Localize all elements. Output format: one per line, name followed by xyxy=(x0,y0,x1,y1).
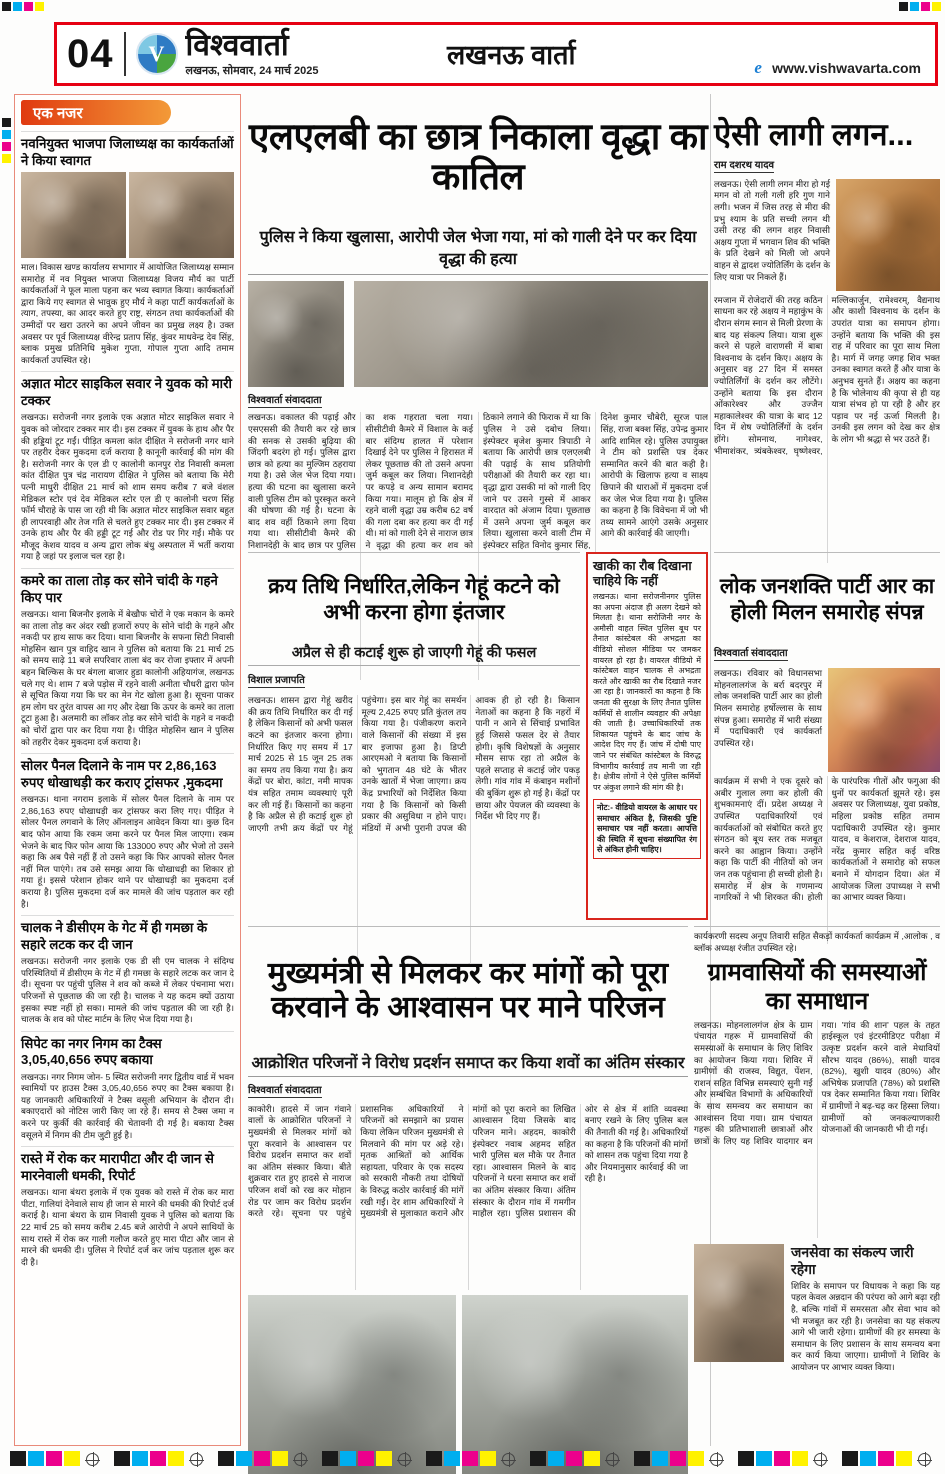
paper-name: विश्ववार्ता xyxy=(185,29,289,63)
byline: विशाल प्रजापति xyxy=(248,672,305,688)
press-corner-marks-right xyxy=(899,2,941,11)
article-body: लखनऊ। मोहनलालगंज क्षेत्र के ग्राम पंचायत गहरू में ग्रामवासियों की समस्याओं के समाधान के लिए शिविर का आयोजन किया गया। शिविर में ग्रामीणों की राजस्व, विद्युत, पेंशन, राशन सहित विभिन्न समस्याएं सुनी गईं और सम्बंधित विभागों के अधिकारियों के साथ समन्वय कर समाधान का आश्वासन दिया गया। ग्राम पंचायत गहरू की प्रतिभाशाली छात्राओं और छात्रों के लिए यह शिविर यादगार बन गया। 'गांव की शान' पहल के तहत हाईस्कूल एवं इंटरमीडिएट परीक्षा में उत्कृष्ट प्रदर्शन करने वाले मेधावियों सौरभ यादव (86%), साक्षी यादव (82%), खुशी यादव (80%) और अभिषेक प्रजापति (78%) को प्रशस्ति पत्र देकर सम्मानित किया गया। शिविर में ग्रामीणों ने बढ़-चढ़ कर हिस्सा लिया। ग्रामीणों को जनकल्याणकारी योजनाओं की जानकारी भी दी गई। xyxy=(694,1019,940,1146)
item-headline: रास्ते में रोक कर मारापीटा और दी जान से मारनेवाली धमकी, रिपोर्ट xyxy=(21,1151,214,1183)
article-body: लखनऊ। शासन द्वारा गेहूं खरीद की क्रय तिथि निर्धारित कर दी गई है लेकिन किसानों को अभी फसल कटने का इंतजार करना होगा। निर्धारित किए गए समय में 17 मार्च 2025 से 15 जून 25 तक का समय तय किया गया है। क्रय केंद्रों पर बोरा, कांटा, नमी मापक यंत्र सहित तमाम व्यवस्थाएं पूरी कर ली गई हैं। किसानों का कहना है कि अप्रैल से ही कटाई शुरू हो जाएगी तभी क्रय केंद्रों पर गेहूं पहुंचेगा। इस बार गेहूं का समर्थन मूल्य 2,425 रुपए प्रति कुंतल तय किया गया है। पंजीकरण कराने वाले किसानों की संख्या में इस बार इजाफा हुआ है। डिप्टी आरएमओ ने बताया कि किसानों को भुगतान 48 घंटे के भीतर उनके खातों में भेजा जाएगा। क्रय केंद्र प्रभारियों को निर्देशित किया गया है कि किसानों को किसी प्रकार की असुविधा न होने पाए। मंडियों में अभी पुरानी उपज की आवक ही हो रही है। किसान नेताओं का कहना है कि नहरों में पानी न आने से सिंचाई प्रभावित हुई जिससे फसल देर से तैयार होगी। कृषि विशेषज्ञों के अनुसार मौसम साफ रहा तो अप्रैल के पहले सप्ताह से कटाई जोर पकड़ लेगी। गांव गांव में कंबाइन मशीनों की बुकिंग शुरू हो गई है। केंद्रों पर छाया और पेयजल की व्यवस्था के निर्देश भी दिए गए हैं। xyxy=(248,695,580,833)
byline: विश्ववार्ता संवाददाता xyxy=(248,1082,322,1098)
item-body: लखनऊ। सरोजनी नगर इलाके एक अज्ञात मोटर साइकिल सवार ने युवक को जोरदार टक्कर मार दी। इस टक्कर में युवक के हाथ और पैर की हड्डियां टूट गईं। पीड़ित कमला कांत दीक्षित ने सरोजनी नगर थाने पर तहरीर देकर मुकदमा दर्ज कराया है कानूनी कार्रवाई की मांग की है। सरोजनी नगर के एल डी ए कालोनी कानपुर रोड निवासी कमला कांत दीक्षित पुत्र चंद्र नारायण दीक्षित ने पुलिस को बताया कि मेरी पत्नी माधुरी दीक्षित 21 मार्च को शाम समय करीब 7 बजे वंशल मेडिकल स्टोर एवं देव मेडिकल स्टोर एल डी ए कालोनी चरण सिंह फॉर्म चौराहे के पास जा रही थी कि अज्ञात मोटर साइकिल सवार बहुत ही लापरवाही और तेज गति से चलते हुए टक्कर मार दी। इस टक्कर में उनके हाथ और पैर की हड्डी टूट गई और रोड पर गिर गईं। मौके पर मौजूद केशव यादव व अन्य द्वारा लोक बंधु अस्पताल में भर्ती कराया गया है जहां पर इलाज चल रहा है। xyxy=(21,412,234,562)
byline: विश्ववार्ता संवाददाता xyxy=(714,645,788,661)
article-cm-assurance xyxy=(248,926,688,1448)
item-headline: चालक ने डीसीएम के गेट में ही गमछा के सहारे लटक कर दी जान xyxy=(21,920,208,952)
news-item-solar-fraud xyxy=(21,753,234,910)
news-item-bjp-welcome xyxy=(21,131,234,366)
article-body: रमजान में रोजेदारों की तरह कठिन साधना कर रहे अक्षय ने महाकुंभ के दौरान संगम स्नान से मिली प्रेरणा के बाद यह संकल्प लिया। यात्रा शुरू करने से पहले वाराणसी में बाबा विश्वनाथ के दर्शन किए। अक्षय के अनुसार वह 27 दिन में समस्त ज्योतिर्लिंगों के दर्शन कर लौटेंगे। उन्होंने बताया कि इस दौरान ओंकारेश्वर और उज्जैन महाकालेश्वर की यात्रा के बाद 12 दिन में शेष ज्योतिर्लिंगों के दर्शन होंगे। सोमनाथ, नागेश्वर, भीमाशंकर, त्र्यंबकेश्वर, घृष्णेश्वर, मल्लिकार्जुन, रामेश्वरम्, वैद्यनाथ और काशी विश्वनाथ के दर्शन के उपरांत यात्रा का समापन होगा। उन्होंने बताया कि भक्ति की इस राह में परिवार का पूरा साथ मिला है। मार्ग में जगह जगह शिव भक्त उनका स्वागत करते हैं और यात्रा के अनुभव सुनते हैं। अक्षय का कहना है कि भोलेनाथ की कृपा से ही यह यात्रा संभव हो पा रही है और हर पड़ाव पर नई ऊर्जा मिलती है। उनकी इस लगन को देख कर क्षेत्र के लोग भी श्रद्धा से भर उठते हैं। xyxy=(714,294,940,456)
box-khaki-ka-raub xyxy=(586,552,708,920)
news-item-theft xyxy=(21,568,234,748)
item-body: लखनऊ। थाना बंथरा इलाके में एक युवक को रास्ते में रोक कर मारा पीटा, गालियां देनेवाले साथ ही जान से मारने की धमकी की रिपोर्ट दर्ज कराई है। थाना बंथरा के ग्राम निवासी युवक ने पुलिस को बताया कि 22 मार्च 25 को समय करीब 2.45 बजे आरोपी ने अपने साथियों के साथ रास्ते में रोक कर गाली गलौज करते हुए मारा पीटा और जान से मारने की धमकी दी। पुलिस ने रिपोर्ट दर्ज कर जांच पड़ताल शुरू कर दी है। xyxy=(21,1187,234,1267)
one-look-badge: एक नजर xyxy=(21,100,171,125)
masthead-divider xyxy=(124,32,126,76)
item-body: माल। विकास खण्ड कार्यालय सभागार में आयोजित जिलाध्यक्ष सम्मान समारोह में नव नियुक्त भाजपा जिलाध्यक्ष विजय मौर्य का पार्टी कार्यकर्ताओं ने फूल माला पहना कर भव्य स्वागत किया। कार्यकर्ताओं द्वारा किये गए स्वागत से भावुक हुए मौर्य ने कहा पार्टी कार्यकर्ताओं के त्याग, तपस्या, का आदर करते हुए राष्ट्र, संगठन तथा कार्यकर्ताओं की उम्मीदों पर खरा उतरने का अपने जीवन का प्रमुख लक्ष्य है। उक्त अवसर पर पूर्व जिलाध्यक्ष वीरेन्द्र प्रताप सिंह, कुंवर माधवेन्द्र देव सिंह, ब्लाक प्रमुख प्रतिनिधि मुकेश गुप्ता, गोपाल गुप्ता आदि तमाम कार्यकर्ता उपस्थित रहे। xyxy=(21,262,234,365)
article-body: कार्यक्रम में सभी ने एक दूसरे को अबीर गुलाल लगा कर होली की शुभकामनाएं दीं। प्रदेश अध्यक्ष ने उपस्थित पदाधिकारियों एवं कार्यकर्ताओं को संबोधित करते हुए संगठन को बूथ स्तर तक मजबूत करने का आह्वान किया। उन्होंने कहा कि पार्टी की नीतियों को जन जन तक पहुंचाना ही सच्ची होली है। समारोह में क्षेत्र के गणमान्य नागरिकों ने भी शिरकत की। होली के पारंपरिक गीतों और फगुआ की धुनों पर कार्यकर्ता झूमते रहे। इस अवसर पर जिलाध्यक्ष, युवा प्रकोष्ठ, महिला प्रकोष्ठ सहित तमाम पदाधिकारी उपस्थित रहे। कुमार यादव, व केशराज, देशराज यादव, नरेंद्र कुमार सहित कई वरिष्ठ कार्यकर्ताओं ने समारोह को सफल बनाने में योगदान दिया। अंत में आयोजक जिला उपाध्यक्ष ने सभी का आभार व्यक्त किया। xyxy=(714,776,940,903)
item-headline: सोलर पैनल दिलाने के नाम पर 2,86,163 रुपए धोखाधड़ी कर कराए ट्रांसफर ,मुकदमा xyxy=(21,758,223,790)
article-aisi-lagi-lagan xyxy=(714,92,940,548)
photo-welcome-garlanding xyxy=(21,172,126,258)
one-look-column xyxy=(14,94,241,1446)
page-number: 04 xyxy=(67,32,114,76)
box-note: नोट:- वीडियो वायरल के आधार पर समाचार अंकित है, जिसकी पुष्टि समाचार पत्र नहीं करता। आपत्ति की स्थिति में सूचना संख्यापित रंग से अंकित होनी चाहिए। xyxy=(593,799,701,859)
article-body-2: शिविर के समापन पर विधायक ने कहा कि यह पहल केवल अन्नदान की परंपरा को आगे बढ़ा रही है, बल्कि गांवों में समरसता और सेवा भाव को भी मजबूत कर रही है। जनसेवा का यह संकल्प आगे भी जारी रहेगा। ग्रामीणों की हर समस्या के समाधान के लिए प्रशासन के साथ समन्वय बना कर कार्य किया जाएगा। ग्रामीणों ने शिविर के आयोजन पर आभार व्यक्त किया। xyxy=(791,1280,940,1372)
item-body: लखनऊ। थाना नगराम इलाके में सोलर पैनल दिलाने के नाम पर 2,86,163 रुपए धोखाधड़ी कर ट्रांसफर करा लिए गए। पीड़ित ने सोलर पैनल लगवाने के लिए ऑनलाइन आवेदन किया था। कुछ दिन बाद फोन आया कि रकम जमा करने पर पैनल मिल जाएगा। रकम भेजने के बाद फिर फोन आया कि 133000 रुपए और भेजो तो उसने कहा कि अब पैसे नहीं हैं तो उसने कहा कि फिर आपको सोलर पैनल नहीं मिल पाएंगे। तब उसे समझ आया कि धोखाधड़ी का शिकार हो गया हूं। इससे परेशान होकर थाने पर धोखाधड़ी का मुकदमा दर्ज कराया है। पुलिस मुकदमा दर्ज कर मामले की जांच पड़ताल कर रही है। xyxy=(21,794,234,909)
edition-dateline: लखनऊ, सोमवार, 24 मार्च 2025 xyxy=(185,64,319,77)
press-color-bar xyxy=(0,1448,945,1474)
article-ljp-holi-milan xyxy=(714,552,940,920)
article-lead: लखनऊ। रविवार को विधानसभा मोहनलालगंज के बर्रा बदरपुर में लोक जनशक्ति पार्टी आर का होली मिलन समारोह हर्षोल्लास के साथ संपन्न हुआ। समारोह में भारी संख्या में पदाधिकारी एवं कार्यकर्ता उपस्थित रहे। xyxy=(714,668,822,748)
browser-e-icon: e xyxy=(754,58,762,77)
press-corner-marks-left xyxy=(2,2,44,11)
article-headline: लोक जनशक्ति पार्टी आर का होली मिलन समारोह संपन्न xyxy=(719,575,935,624)
item-headline: सिपेट का नगर निगम का टैक्स 3,05,40,656 रुपए बकाया xyxy=(21,1035,162,1068)
news-item-bike-hit xyxy=(21,371,234,563)
article-village-problems xyxy=(694,926,940,1448)
box-headline: खाकी का रौब दिखाना चाहिये कि नहीं xyxy=(593,559,692,588)
item-headline: कमरे का ताला तोड़ कर सोने चांदी के गहने किए पार xyxy=(21,573,218,605)
photo-shiv-devotee xyxy=(836,179,940,291)
main-subhead: पुलिस ने किया खुलासा, आरोपी जेल भेजा गया, मां को गाली देने पर कर दिया वृद्धा की हत्या xyxy=(248,221,708,275)
article-headline: ग्रामवासियों की समस्याओं का समाधान xyxy=(707,959,927,1015)
photo-holi-milan xyxy=(828,668,940,772)
photo-accused xyxy=(248,281,344,387)
byline: राम दशरथ यादव xyxy=(714,157,774,173)
masthead xyxy=(54,22,938,86)
box-body: लखनऊ। थाना सरोजनीनगर पुलिस का अपना अंदाज ही अलग देखने को मिलता है। थाना सरोजिनी नगर के अमौसी वाहत स्थित पुलिस बूथ पर तैनात कांस्टेबल की अभद्रता का वीडियो सोशल मीडिया पर जमकर वायरल हो रहा है। वायरल वीडियो में कांस्टेबल वाहन चालक से अभद्रता करते और खाकी का रौब दिखाते नजर आ रहा है। जानकारों का कहना है कि जनता की सुरक्षा के लिए तैनात पुलिस कर्मियों से शालीन व्यवहार की अपेक्षा की जाती है। उच्चाधिकारियों तक शिकायत पहुंचने के बाद जांच के आदेश दिए गए हैं। जांच में दोषी पाए जाने पर संबंधित कांस्टेबल के विरुद्ध विभागीय कार्रवाई तय मानी जा रही है। क्षेत्रीय लोगों ने ऐसे पुलिस कर्मियों पर अंकुश लगाने की मांग की है। xyxy=(593,592,701,792)
news-item-tax-due xyxy=(21,1031,234,1142)
logo-letter: V xyxy=(148,41,165,66)
article-body: काकोरी। हादसे में जान गंवाने वालों के आक्रोशित परिजनों ने मुख्यमंत्री से मिलकर मांगों को पूरा करवाने के आश्वासन पर विरोध प्रदर्शन समाप्त कर शवों का अंतिम संस्कार किया। बीते शुक्रवार रात हुए हादसे से नाराज परिजन शवों को रख कर मोहान रोड पर जाम कर विरोध प्रदर्शन करते रहे। सूचना पर पहुंचे प्रशासनिक अधिकारियों ने परिजनों को समझाने का प्रयास किया लेकिन परिजन मुख्यमंत्री से मिलवाने की मांग पर अड़े रहे। मृतक आश्रितों को आर्थिक सहायता, परिवार के एक सदस्य को सरकारी नौकरी तथा दोषियों के विरुद्ध कठोर कार्रवाई की मांगें रखी गईं। देर शाम अधिकारियों ने मुख्यमंत्री से मुलाकात कराने और मांगों को पूरा कराने का लिखित आश्वासन दिया जिसके बाद परिजन माने। अहदम, काकोरी इंस्पेक्टर नवाब अहमद सहित भारी पुलिस बल मौके पर तैनात रहा। आश्वासन मिलने के बाद परिजनों ने धरना समाप्त कर शवों का अंतिम संस्कार किया। अंतिम संस्कार के दौरान गांव में गमगीन माहौल रहा। पुलिस प्रशासन की ओर से क्षेत्र में शांति व्यवस्था बनाए रखने के लिए पुलिस बल की तैनाती की गई है। अधिकारियों का कहना है कि परिजनों की मांगों को शासन तक पहुंचा दिया गया है और नियमानुसार कार्रवाई की जा रही है। xyxy=(248,1103,688,1219)
news-item-assault-report xyxy=(21,1146,234,1268)
item-body: लखनऊ। नगर निगम जोन- 5 स्थित सरोजनी नगर द्वितीय वार्ड में भवन स्वामियों पर हाउस टैक्स 3,05,40,656 रुपए का टैक्स बकाया है। यह जानकारी अधिकारियों ने टैक्स वसूली अभियान के दौरान दी। बकाएदारों को नोटिस जारी किए जा रहे हैं। समय से टैक्स जमा न करने पर कुर्की की कार्रवाई की चेतावनी दी गई है। बकाया टैक्स वसूलने में निगम की टीम जुटी हुई है। xyxy=(21,1071,234,1140)
article-lead: लखनऊ। ऐसी लागी लगन मीरा हो गई मगन वो तो गली गली हरि गुण गाने लगी। भजन में जिस तरह से मीरा की प्रभु श्याम के प्रति सच्ची लगन थी उसी तरह की लगन शहर निवासी अक्षय गुप्ता में भगवान शिव की भक्ति के प्रति देखने को मिली जो अपने वाहन से द्वादश ज्योतिर्लिंग के दर्शन के लिए यात्रा पर निकले हैं। xyxy=(714,178,830,282)
item-body: लखनऊ। थाना बिजनौर इलाके में बेखौफ चोरों ने एक मकान के कमरे का ताला तोड़ कर अंदर रखी हजारों रुपए के सोने चांदी के गहने और नकदी पर हाथ साफ कर दिया। थाना बिजनौर के सफना सिटी निवासी मोहसिन खान पुत्र वाहिद खान ने पुलिस को बताया कि 21 मार्च 25 को समय साढ़े 11 बजे सपरिवार ताला बंद कर रोजा इफ्तार में अपनी बहन बिल्किस के घर बंगला बाजार हुडा कालोनी अहियागंज, लखनऊ चले गए थे। शाम 7 बजे पड़ोस में रहने वाली अनीता चौधरी द्वारा फोन से सूचित किया गया कि घर का मेन गेट खोला हुआ है। सूचना पाकर हम लोग घर तुरंत वापस आ गए और देखा कि ऊपर के कमरे का ताला टूटा हुआ है। अलमारी का लॉकर तोड़ कर सोने चांदी के गहने व नकदी को चोरों द्वारा पार कर दिया गया है। पीड़ित मोहसिन खान ने पुलिस को तहरीर देकर मुकदमा दर्ज कराया है। xyxy=(21,609,234,747)
article-headline: ऐसी लागी लगन... xyxy=(714,116,914,152)
main-article-llb-student xyxy=(248,92,708,548)
vishwavarta-globe-logo xyxy=(136,33,178,75)
article-headline: क्रय तिथि निर्धारित,लेकिन गेहूं कटने को अभी करना होगा इंतजार xyxy=(268,575,560,624)
main-body: लखनऊ। वकालत की पढ़ाई और एसएससी की तैयारी कर रहे छात्र की सनक से उसकी बुढ़िया की जिंदगी बदरंग हो गई। पुलिस द्वारा छात्र को हत्या का मुल्जिम ठहराया गया है। उसे जेल भेज दिया गया। हत्या की घटना का खुलासा करने वाली पुलिस टीम को पुरस्कृत करने की घोषणा की गई है। घटना के बाद शव वहीं ठिकाने लगा दिया गया था। सीसीटीवी कैमरे की निशानदेही के बाद छात्र पर पुलिस का शक गहराता चला गया। सीसीटीवी कैमरे में विशाल के कई बार संदिग्ध हालत में परेशान दिखाई देने पर पुलिस ने हिरासत में लेकर पूछताछ की तो उसने अपना जुर्म कबूल कर लिया। निशानदेही पर कपड़े व अन्य सामान बरामद किया गया। मालूम हो कि क्षेत्र में रहने वाली वृद्धा उम्र करीब 62 वर्ष की गला दबा कर हत्या कर दी गई थी। मां को गाली देने से नाराज छात्र ने वृद्धा की हत्या कर शव को ठिकाने लगाने की फिराक में था कि पुलिस ने उसे दबोच लिया। इंस्पेक्टर बृजेश कुमार त्रिपाठी ने बताया कि आरोपी छात्र एलएलबी की पढ़ाई के साथ प्रतियोगी परीक्षाओं की तैयारी कर रहा था। वृद्धा द्वारा उसकी मां को गाली दिए जाने पर उसने गुस्से में आकर वारदात को अंजाम दिया। पूछताछ में उसने अपना जुर्म कबूल कर लिया। खुलासा करने वाली टीम में इंस्पेक्टर सहित विनोद कुमार सिंह, दिनेश कुमार चौबेरी, सूरज पाल सिंह, राजा बक्श सिंह, उपेन्द्र कुमार आदि शामिल रहे। पुलिस उपायुक्त ने टीम को प्रशस्ति पत्र देकर सम्मानित करने की बात कही है। आरोपी के खिलाफ हत्या व साक्ष्य छिपाने की धाराओं में मुकदमा दर्ज कर जेल भेज दिया गया है। पुलिस का कहना है कि विवेचना में जो भी तथ्य सामने आएंगे उसके अनुसार आगे की कार्रवाई की जाएगी। xyxy=(248,412,708,550)
photo-welcome-workers xyxy=(129,172,234,258)
article-headline: मुख्यमंत्री से मिलकर कर मांगों को पूरा करवाने के आश्वासन पर माने परिजन xyxy=(267,956,669,1025)
main-headline: एलएलबी का छात्र निकाला वृद्धा का कातिल xyxy=(248,115,708,197)
news-item-driver-suicide xyxy=(21,915,234,1026)
article-subhead: आक्रोशित परिजनों ने विरोध प्रदर्शन समाप्त कर किया शवों का अंतिम संस्कार xyxy=(248,1051,688,1077)
article-crosshead: जनसेवा का संकल्प जारी रहेगा xyxy=(791,1243,914,1277)
item-headline: अज्ञात मोटर साइकिल सवार ने युवक को मारी टक्कर xyxy=(21,376,232,408)
item-headline: नवनियुक्त भाजपा जिलाध्यक्ष का कार्यकर्ताओं ने किया स्वागत xyxy=(21,136,234,168)
article-wheat-procurement xyxy=(248,552,580,920)
website-url: e www.vishwavarta.com xyxy=(749,59,921,77)
photo-police-team xyxy=(354,281,708,387)
item-body: लखनऊ। सरोजनी नगर इलाके एक डी सी एम चालक ने संदिग्ध परिस्थितियों में डीसीएम के गेट में ही गमछा के सहारे लटक कर जान दे दी। सूचना पर पहुंची पुलिस ने शव को कब्जे में लेकर पंचनामा भरा। परिजनों से पूछताछ की जा रही है। चालक ने यह कदम क्यों उठाया इसका स्पष्ट नहीं हो सका। मामले की जांच पड़ताल की जा रही है। चालक के शव को पोस्ट मार्टम के लिए भेज दिया गया है। xyxy=(21,956,234,1025)
photo-village-camp xyxy=(694,1244,784,1362)
byline: विश्ववार्ता संवाददाता xyxy=(248,392,322,408)
previous-article-tail: कार्यकरणी सदस्य अनूप तिवारी सहित सैकड़ों कार्यकर्ता कार्यक्रम में ,आलोक , व ब्लॉक अध्यक्ष रंजीत उपस्थित रहे। xyxy=(694,931,940,953)
section-title: लखनऊ वार्ता xyxy=(447,40,576,70)
article-subhead: अप्रैल से ही कटाई शुरू हो जाएगी गेहूं की फसल xyxy=(248,642,580,666)
press-edge-marks xyxy=(2,118,11,163)
